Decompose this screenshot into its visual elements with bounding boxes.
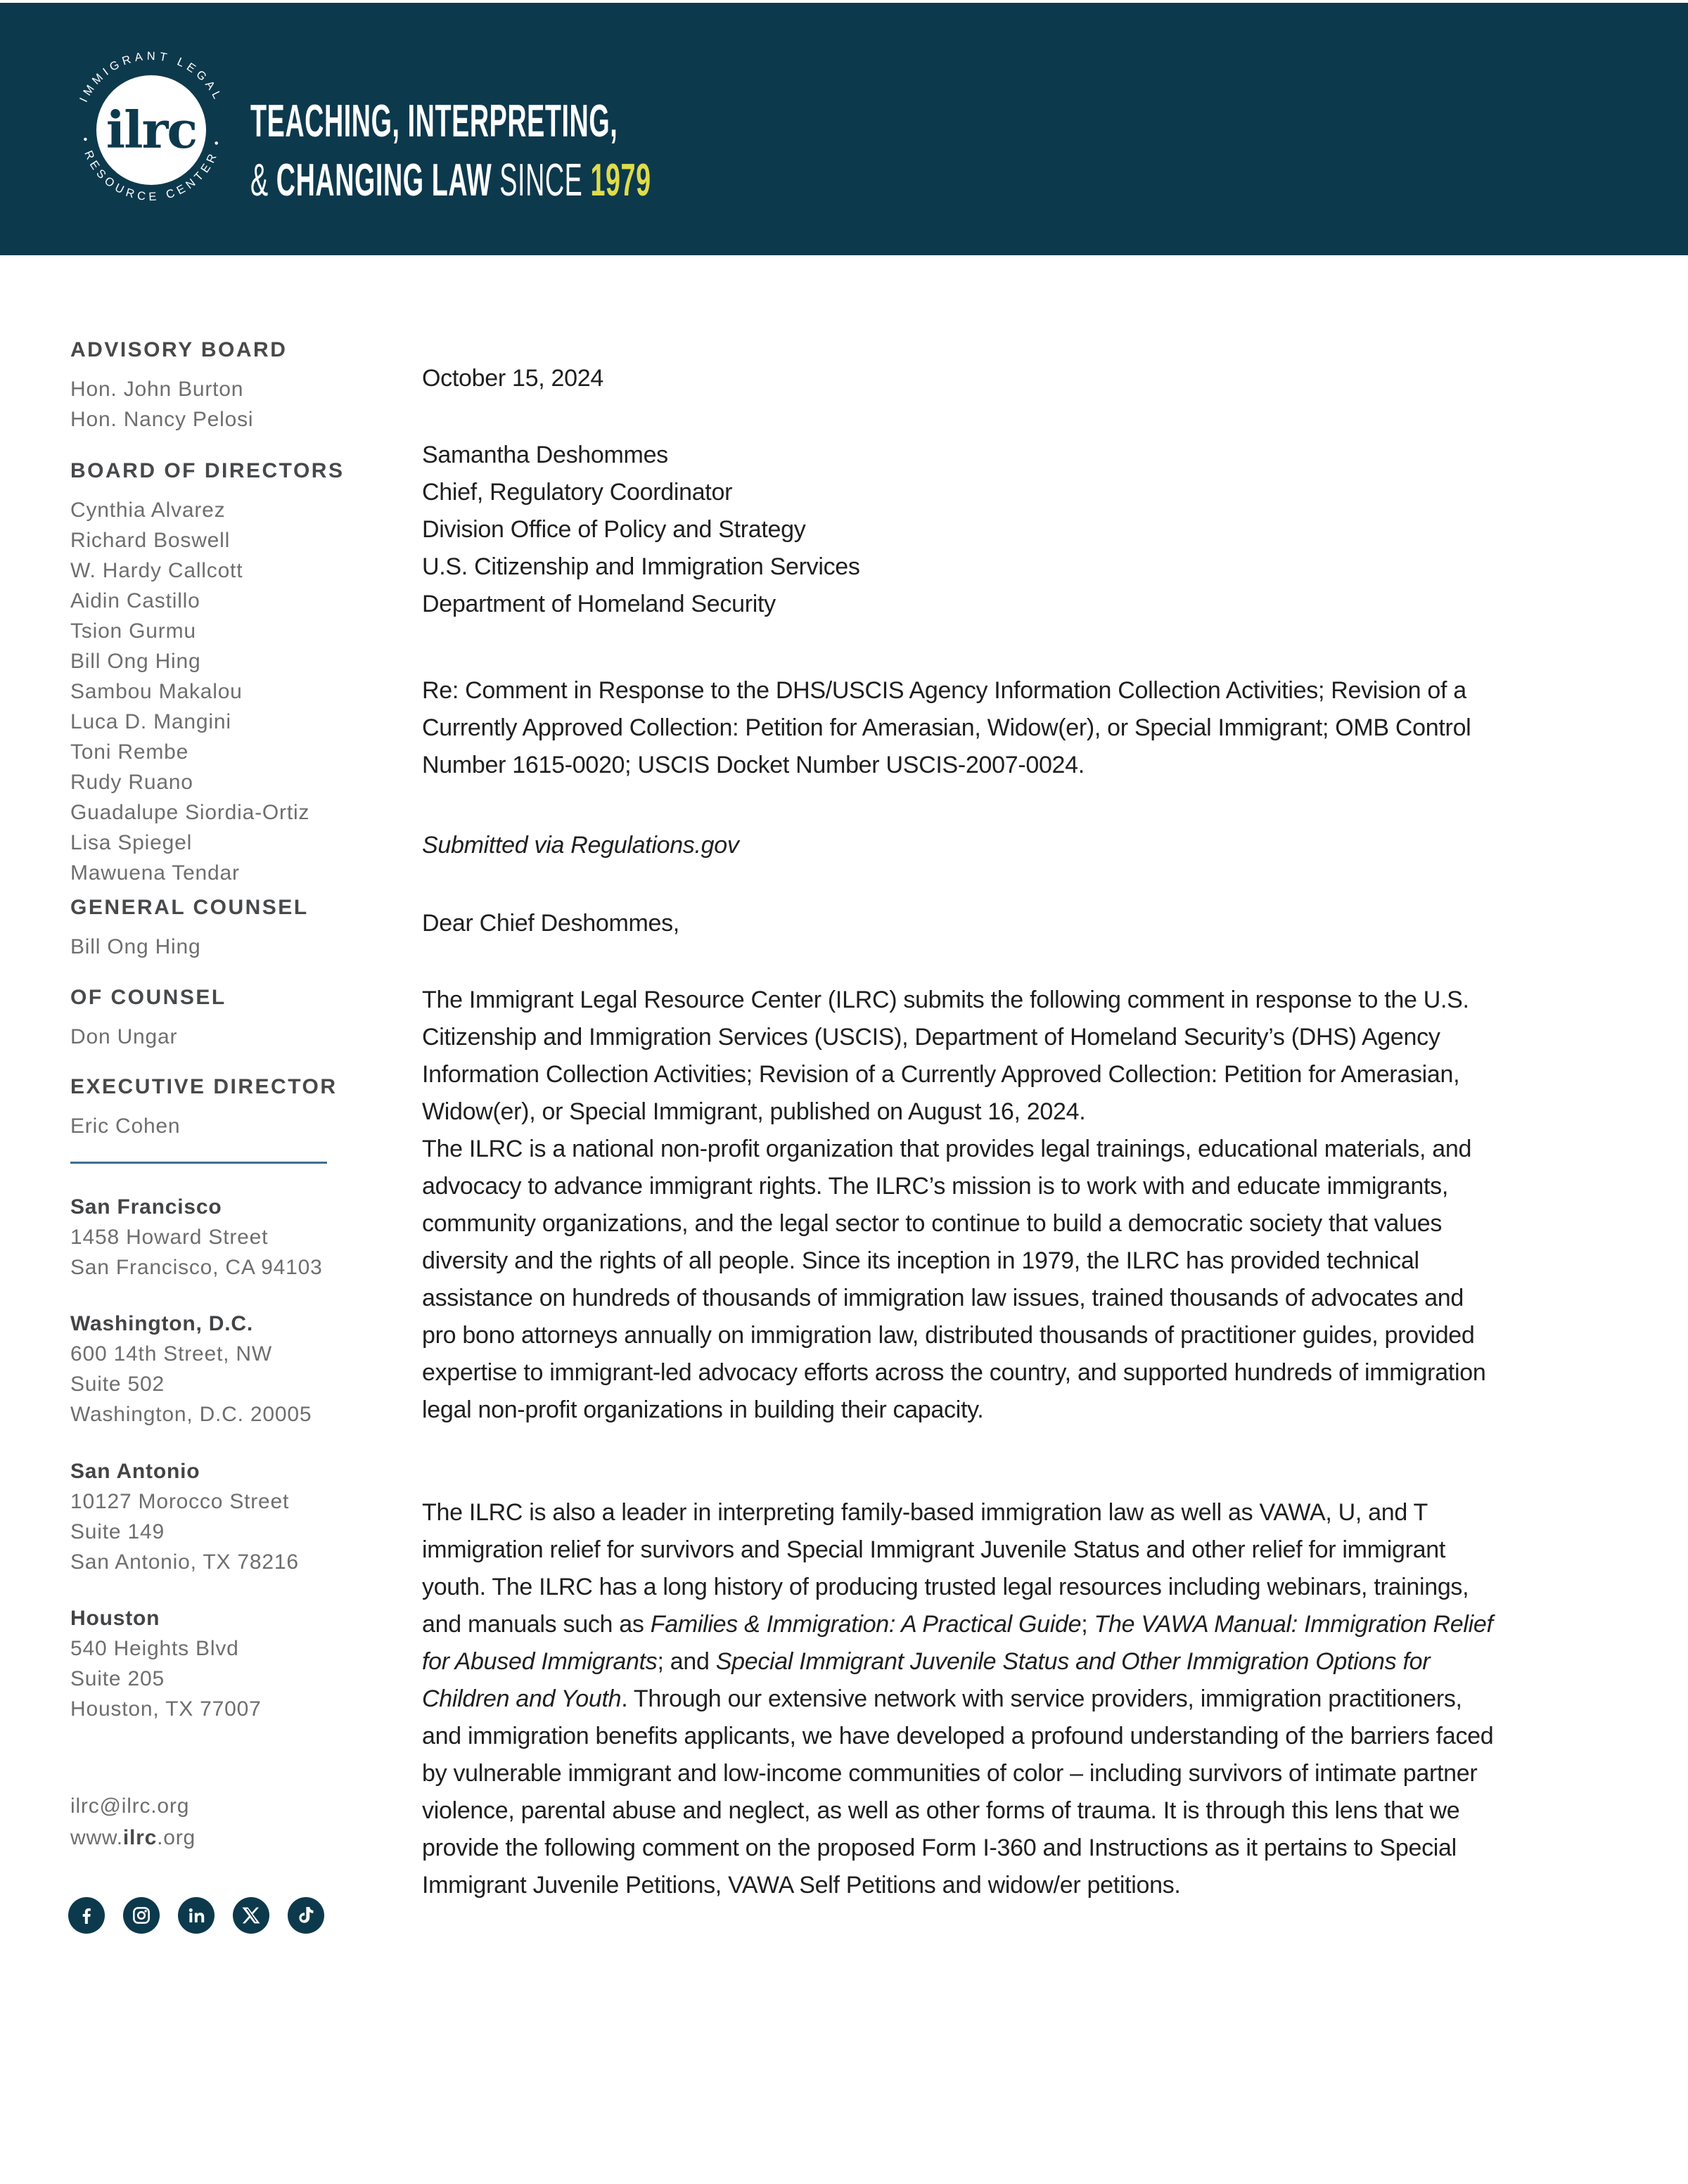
sidebar-divider [70, 1162, 327, 1164]
tagline-year: 1979 [590, 154, 651, 205]
ilrc-logo [70, 49, 232, 211]
paragraph-segment: ; and [657, 1648, 716, 1675]
sidebar-section-of-counsel [70, 985, 352, 1052]
section-heading: OF COUNSEL [70, 986, 226, 1009]
website-prefix: www. [70, 1826, 123, 1849]
office-address-line: San Antonio, TX 78216 [70, 1550, 299, 1574]
list-item: Bill Ong Hing [70, 650, 201, 673]
list-item: Luca D. Mangini [70, 710, 231, 733]
list-item: Aidin Castillo [70, 589, 200, 612]
recipient-line: Department of Homeland Security [422, 591, 776, 617]
re-line: Re: Comment in Response to the DHS/USCIS Agency Information Collection Activities; Revision of a Currently Approved Collection: Petition for Amerasian, Widow(er), or Special Immigrant; OMB Control Number 1615-0020; USCIS Docket Number USCIS-2007-0024. [422, 677, 1471, 778]
instagram-icon[interactable] [123, 1897, 160, 1934]
list-item: Tsion Gurmu [70, 619, 196, 643]
section-heading: GENERAL COUNSEL [70, 896, 309, 919]
office-city: Houston [70, 1607, 160, 1630]
paragraph-text: The ILRC is a national non-profit organization that provides legal trainings, educational materials, and advocacy to advance immigrant rights. The ILRC’s mission is to work with and educate immigrants, community organizations, and the legal sector to continue to build a democratic society that values diversity and the rights of all people. Since its inception in 1979, the ILRC has provided technical assistance on hundreds of thousands of immigration law issues, trained thousands of advocates and pro bono attorneys annually on immigration law, distributed thousands of practitioner guides, provided expertise to immigrant-led advocacy efforts across the country, and supported hundreds of immigration legal non-profit organizations in building their capacity. [422, 1136, 1486, 1423]
tagline-ampersand: & [250, 154, 269, 205]
paragraph-segment: . Through our extensive network with service providers, immigration practitioners, and immigration benefits applicants, we have developed a profound understanding of the barriers faced by vulnerable immigrant and low-income communities of color – including survivors of intimate partner violence, parental abuse and neglect, as well as other forms of trauma. It is through this lens that we provide the following comment on the proposed Form I-360 and Instructions as it pertains to Special Immigrant Juvenile Petitions, VAWA Self Petitions and widow/er petitions. [422, 1685, 1494, 1899]
sidebar-section-advisory-board [70, 338, 352, 435]
website-bold: ilrc [122, 1826, 158, 1849]
office-city: San Antonio [70, 1460, 200, 1483]
tagline-line2 [250, 150, 651, 210]
office-san-antonio [70, 1456, 352, 1577]
paragraph-1 [422, 982, 1498, 1429]
x-icon[interactable] [233, 1897, 269, 1934]
list-item: Toni Rembe [70, 740, 189, 764]
list-item: Guadalupe Siordia-Ortiz [70, 801, 310, 824]
salutation-block [422, 905, 1498, 942]
office-address-line: Suite 149 [70, 1520, 165, 1543]
paragraph-text [422, 1494, 1498, 1904]
facebook-icon[interactable] [68, 1897, 105, 1934]
letterhead-band [0, 3, 1688, 255]
list-item: Cynthia Alvarez [70, 499, 226, 522]
book-title: Special Immigrant Juvenile Status and Other Immigration Options for Children and Youth [422, 1648, 1431, 1712]
salutation: Dear Chief Deshommes, [422, 910, 679, 937]
tagline-line1-text: TEACHING, INTERPRETING, [250, 95, 618, 146]
section-heading: EXECUTIVE DIRECTOR [70, 1075, 338, 1098]
office-address-line: Washington, D.C. 20005 [70, 1403, 312, 1426]
book-title: Families & Immigration: A Practical Guide [650, 1611, 1082, 1638]
office-houston [70, 1603, 352, 1724]
tagline-since: SINCE [499, 154, 583, 205]
list-item: Hon. Nancy Pelosi [70, 408, 254, 431]
list-item: Mawuena Tendar [70, 861, 240, 885]
tiktok-icon[interactable] [288, 1897, 324, 1934]
linkedin-icon[interactable] [178, 1897, 215, 1934]
email-address: ilrc@ilrc.org [70, 1794, 190, 1818]
tagline-line1 [250, 91, 651, 150]
paragraph-2 [422, 1494, 1498, 1904]
office-address-line: 600 14th Street, NW [70, 1342, 273, 1366]
tagline [250, 91, 651, 210]
office-address-line: 10127 Morocco Street [70, 1490, 290, 1513]
office-address-line: Suite 502 [70, 1373, 165, 1396]
office-address-line: Suite 205 [70, 1667, 165, 1690]
office-washington-dc [70, 1309, 352, 1430]
office-address-line: 540 Heights Blvd [70, 1637, 239, 1660]
recipient-line: Division Office of Policy and Strategy [422, 516, 806, 543]
paragraph-text: The Immigrant Legal Resource Center (ILRC) submits the following comment in response to the U.S. Citizenship and Immigration Services (USCIS), Department of Homeland Security’s (DHS) Agency Information Collection Activities; Revision of a Currently Approved Collection: Petition for Amerasian, Widow(er), or Special Immigrant, published on August 16, 2024. [422, 987, 1469, 1125]
recipient-line: U.S. Citizenship and Immigration Services [422, 553, 860, 580]
sidebar-section-general-counsel [70, 895, 352, 962]
list-item: Lisa Spiegel [70, 831, 193, 854]
paragraph-segment: ; [1081, 1611, 1094, 1638]
social-links [68, 1897, 324, 1934]
list-item: Don Ungar [70, 1025, 178, 1048]
letter-date [422, 360, 1498, 397]
list-item: Bill Ong Hing [70, 935, 201, 958]
list-item: Sambou Makalou [70, 680, 243, 703]
list-item: Rudy Ruano [70, 771, 193, 794]
date-text: October 15, 2024 [422, 365, 603, 392]
submitted-via-block [422, 827, 1498, 864]
recipient-address-block [422, 437, 1498, 623]
list-item: Eric Cohen [70, 1115, 181, 1138]
office-address-line: 1458 Howard Street [70, 1226, 269, 1249]
office-address-line: San Francisco, CA 94103 [70, 1256, 323, 1279]
recipient-line: Chief, Regulatory Coordinator [422, 479, 733, 506]
section-heading: ADVISORY BOARD [70, 338, 288, 361]
section-heading: BOARD OF DIRECTORS [70, 459, 345, 482]
contact-block [70, 1790, 352, 1854]
paragraph-segment: The ILRC is also a leader in interpreting family-based immigration law as well as VAWA, U, and T immigration relief for survivors and Special Immigrant Juvenile Status and other relief for immigrant youth. The ILRC has a long history of producing trusted legal resources including webinars, trainings, and manuals such as [422, 1499, 1469, 1638]
office-address-line: Houston, TX 77007 [70, 1697, 262, 1721]
website-url [70, 1822, 352, 1854]
submitted-via: Submitted via Regulations.gov [422, 832, 739, 859]
list-item: W. Hardy Callcott [70, 559, 243, 582]
logo-ring-bottom-text: • RESOURCE CENTER • [78, 136, 224, 204]
office-san-francisco [70, 1192, 352, 1283]
logo-monogram: ilrc [106, 100, 197, 160]
re-line-block [422, 672, 1498, 784]
tagline-changing-law: CHANGING LAW [276, 154, 492, 205]
list-item: Richard Boswell [70, 529, 231, 552]
office-city: Washington, D.C. [70, 1312, 253, 1335]
sidebar-section-executive-director [70, 1074, 352, 1141]
logo-ring-top-text: IMMIGRANT LEGAL [77, 49, 226, 105]
office-city: San Francisco [70, 1195, 222, 1219]
recipient-line: Samantha Deshommes [422, 442, 668, 468]
book-title: The VAWA Manual: Immigration Relief for Abused Immigrants [422, 1611, 1493, 1675]
list-item: Hon. John Burton [70, 378, 244, 401]
website-suffix: .org [157, 1826, 196, 1849]
sidebar-section-board-of-directors [70, 458, 352, 888]
